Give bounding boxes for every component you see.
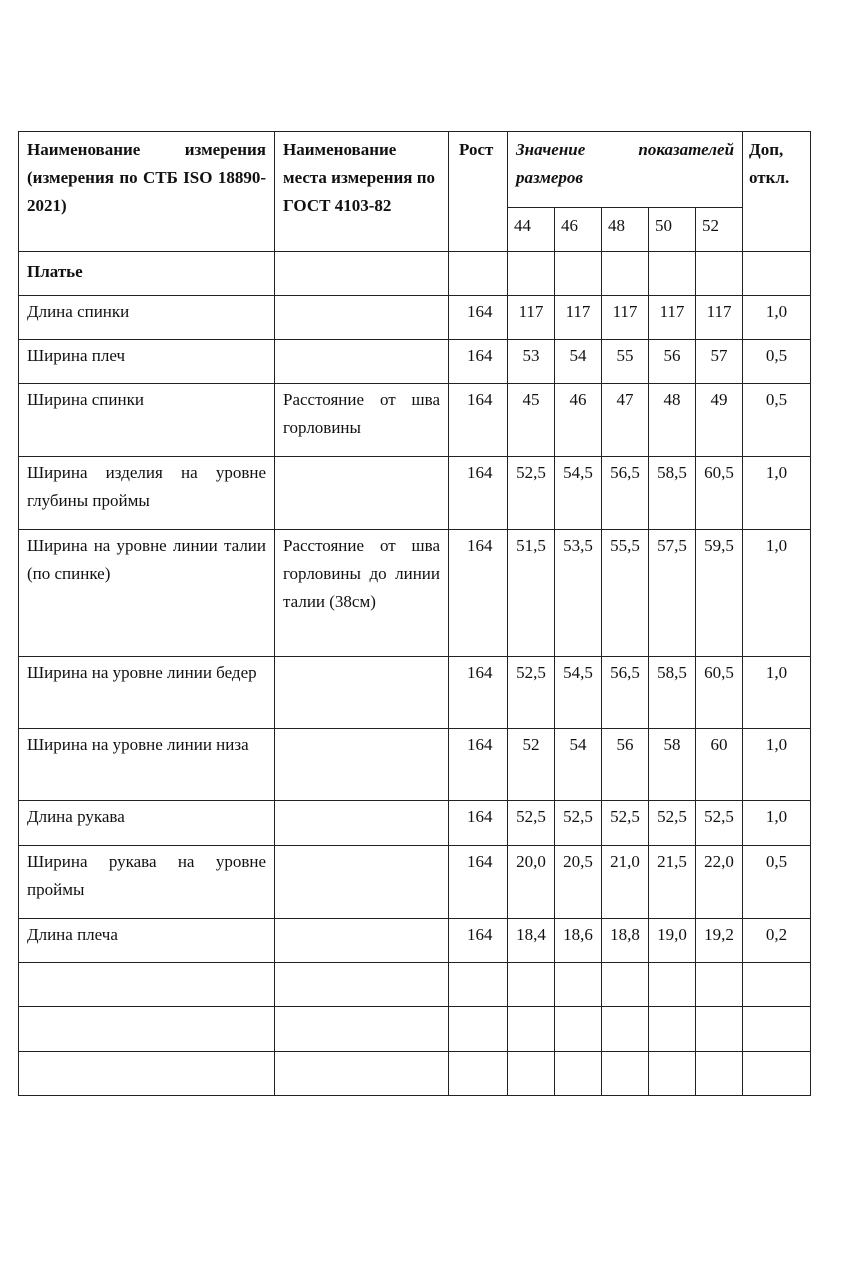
- table-row: [19, 846, 811, 919]
- header-deviation: Доп, откл.: [743, 132, 811, 252]
- measure-name: Ширина на уровне линии низа: [19, 729, 275, 801]
- measurement-table: [18, 131, 811, 1096]
- section-row: [19, 252, 811, 296]
- value-48: 56,5: [602, 457, 649, 530]
- measure-height: 164: [449, 729, 508, 801]
- section-title: Платье: [19, 252, 275, 296]
- measure-place: [275, 457, 449, 530]
- value-44: 52: [508, 729, 555, 801]
- measure-height: 164: [449, 919, 508, 963]
- value-50: 58: [649, 729, 696, 801]
- header-size-values: [508, 132, 743, 208]
- header-values-word1: Значение: [516, 140, 586, 159]
- value-44: 117: [508, 296, 555, 340]
- header-values-line2: размеров: [516, 168, 583, 187]
- value-44: 52,5: [508, 801, 555, 846]
- deviation: 1,0: [743, 801, 811, 846]
- table-row: [19, 530, 811, 657]
- value-44: 18,4: [508, 919, 555, 963]
- measure-name: Ширина плеч: [19, 340, 275, 384]
- value-50: 58,5: [649, 657, 696, 729]
- value-46: 54: [555, 729, 602, 801]
- value-50: 52,5: [649, 801, 696, 846]
- value-48: 56,5: [602, 657, 649, 729]
- deviation: 0,2: [743, 919, 811, 963]
- empty-row: [19, 1052, 811, 1096]
- value-44: 52,5: [508, 457, 555, 530]
- value-46: 46: [555, 384, 602, 457]
- value-52: 60: [696, 729, 743, 801]
- measure-name: Ширина изделия на уровне глубины проймы: [19, 457, 275, 530]
- measure-place: [275, 657, 449, 729]
- measure-height: 164: [449, 801, 508, 846]
- empty-row: [19, 963, 811, 1007]
- empty-row: [19, 1007, 811, 1052]
- value-52: 57: [696, 340, 743, 384]
- value-52: 60,5: [696, 457, 743, 530]
- measure-height: 164: [449, 384, 508, 457]
- measure-height: 164: [449, 296, 508, 340]
- measure-name: Длина спинки: [19, 296, 275, 340]
- value-48: 18,8: [602, 919, 649, 963]
- measure-place: [275, 296, 449, 340]
- value-52: 60,5: [696, 657, 743, 729]
- measure-height: 164: [449, 457, 508, 530]
- measure-name: Ширина на уровне линии бедер: [19, 657, 275, 729]
- size-44: 44: [508, 208, 555, 252]
- measure-height: 164: [449, 340, 508, 384]
- value-52: 19,2: [696, 919, 743, 963]
- value-52: 22,0: [696, 846, 743, 919]
- measure-place: Расстояние от шва горловины: [275, 384, 449, 457]
- size-52: 52: [696, 208, 743, 252]
- deviation: 0,5: [743, 340, 811, 384]
- table-row: [19, 729, 811, 801]
- value-44: 51,5: [508, 530, 555, 657]
- value-50: 21,5: [649, 846, 696, 919]
- measure-place: [275, 729, 449, 801]
- measure-place: [275, 846, 449, 919]
- value-44: 52,5: [508, 657, 555, 729]
- value-48: 55: [602, 340, 649, 384]
- value-50: 58,5: [649, 457, 696, 530]
- header-measure-name: Наименование измерения (измерения по СТБ ISO 18890-2021): [19, 132, 275, 252]
- value-48: 52,5: [602, 801, 649, 846]
- deviation: 1,0: [743, 457, 811, 530]
- size-48: 48: [602, 208, 649, 252]
- table-header-row: [19, 132, 811, 208]
- value-46: 54,5: [555, 457, 602, 530]
- value-46: 117: [555, 296, 602, 340]
- value-48: 56: [602, 729, 649, 801]
- value-52: 49: [696, 384, 743, 457]
- measure-place: [275, 919, 449, 963]
- value-46: 18,6: [555, 919, 602, 963]
- value-48: 117: [602, 296, 649, 340]
- value-52: 117: [696, 296, 743, 340]
- value-46: 53,5: [555, 530, 602, 657]
- value-50: 56: [649, 340, 696, 384]
- deviation: 0,5: [743, 846, 811, 919]
- measure-name: Ширина на уровне линии талии (по спинке): [19, 530, 275, 657]
- measure-height: 164: [449, 846, 508, 919]
- table-row: [19, 384, 811, 457]
- size-46: 46: [555, 208, 602, 252]
- measure-place: [275, 801, 449, 846]
- measure-name: Ширина рукава на уровне проймы: [19, 846, 275, 919]
- value-48: 21,0: [602, 846, 649, 919]
- value-44: 53: [508, 340, 555, 384]
- measure-place: [275, 340, 449, 384]
- measure-height: 164: [449, 657, 508, 729]
- header-height: Рост: [449, 132, 508, 252]
- value-48: 55,5: [602, 530, 649, 657]
- deviation: 1,0: [743, 657, 811, 729]
- table-row: [19, 657, 811, 729]
- deviation: 1,0: [743, 729, 811, 801]
- value-46: 54,5: [555, 657, 602, 729]
- value-46: 54: [555, 340, 602, 384]
- table-row: [19, 296, 811, 340]
- header-measure-place: Наименование места измерения по ГОСТ 4103-82: [275, 132, 449, 252]
- deviation: 0,5: [743, 384, 811, 457]
- table-row: [19, 919, 811, 963]
- measure-name: Длина рукава: [19, 801, 275, 846]
- measure-name: Длина плеча: [19, 919, 275, 963]
- value-52: 59,5: [696, 530, 743, 657]
- header-values-word2: показателей: [638, 140, 735, 159]
- measure-name: Ширина спинки: [19, 384, 275, 457]
- value-52: 52,5: [696, 801, 743, 846]
- value-48: 47: [602, 384, 649, 457]
- table-row: [19, 457, 811, 530]
- value-46: 52,5: [555, 801, 602, 846]
- value-50: 48: [649, 384, 696, 457]
- table-row: [19, 801, 811, 846]
- measure-place: Расстояние от шва горловины до линии талии (38см): [275, 530, 449, 657]
- deviation: 1,0: [743, 296, 811, 340]
- value-44: 20,0: [508, 846, 555, 919]
- size-50: 50: [649, 208, 696, 252]
- value-50: 19,0: [649, 919, 696, 963]
- value-44: 45: [508, 384, 555, 457]
- measure-height: 164: [449, 530, 508, 657]
- value-50: 57,5: [649, 530, 696, 657]
- table-row: [19, 340, 811, 384]
- value-46: 20,5: [555, 846, 602, 919]
- deviation: 1,0: [743, 530, 811, 657]
- value-50: 117: [649, 296, 696, 340]
